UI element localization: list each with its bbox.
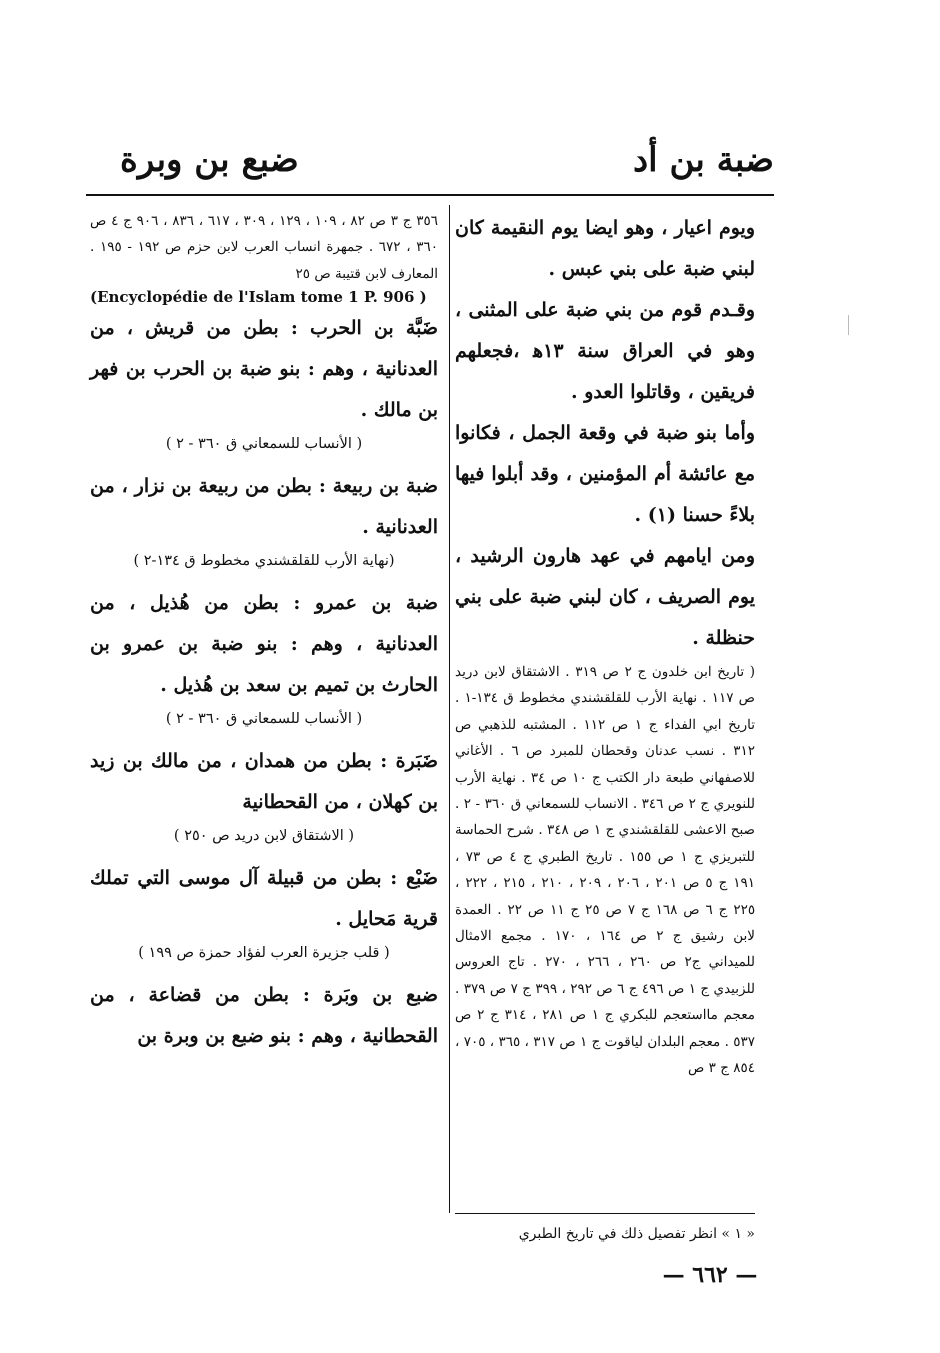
- entry-body: بطن من قريش ، من العدنانية ، وهم : بنو ضبة بن الحرب بن فهر بن مالك .: [90, 317, 438, 422]
- entry-name: ضَبْع :: [390, 867, 438, 890]
- entry: [90, 741, 438, 823]
- entry: [90, 308, 438, 431]
- entry-name: ضبة بن عمرو :: [293, 592, 438, 615]
- page-number: — ٦٦٢ —: [662, 1262, 758, 1288]
- entry-body: بطن من هُذيل ، من العدنانية ، وهم : بنو ضبة بن عمرو بن الحارث بن تميم بن سعد بن هُذيل .: [90, 592, 438, 697]
- entry: [90, 858, 438, 940]
- sources-list: ( تاريخ ابن خلدون ج ٢ ص ٣١٩ . الاشتقاق لابن دريد ص ١١٧ . نهاية الأرب للقلقشندي مخطوط ق ١٣٤-١ . تاريخ ابي الفداء ج ١ ص ١١٢ . المشتبه للذهبي ص ٣١٢ . نسب عدنان وقحطان للمبرد ص ٦ . الأغاني للاصفهاني طبعة دار الكتب ج ١٠ ص ٣٤ . نهاية الأرب للنويري ج ٢ ص ٣٤٦ . الانساب للسمعاني ق ٣٦٠ - ٢ . صبح الاعشى للقلقشندي ج ١ ص ٣٤٨ . شرح الحماسة للتبريزي ج ١ ص ١٥٥ . تاريخ الطبري ج ٤ ص ٧٣ ، ١٩١ ج ٥ ص ٢٠١ ، ٢٠٦ ، ٢٠٩ ، ٢١٠ ، ٢١٥ ، ٢٢٢ ، ٢٢٥ ج ٦ ص ١٦٨ ج ٧ ص ٢٥ ج ١١ ص ٢٢ . العمدة لابن رشيق ج ٢ ص ١٦٤ ، ١٧٠ . مجمع الامثال للميداني ج٢ ص ٢٦٠ ، ٢٦٦ ، ٢٧٠ . تاج العروس للزبيدي ج ١ ص ٤٩٦ ج ٦ ص ٢٩٢ ، ٣٩٩ ج ٧ ص ٣٧٩ . معجم مااستعجم للبكري ج ١ ص ٢٨١ ، ٣١٤ ج ٢ ص ٥٣٧ . معجم البلدان لياقوت ج ١ ص ٣١٧ ، ٣٦٥ ، ٧٠٥ ، ٨٥٤ ج ٣ ص: [455, 664, 756, 1077]
- running-header-right: ضبة بن أد: [633, 140, 774, 180]
- footnote-rule: [455, 1213, 755, 1214]
- entry-name: ضَبَّة بن الحرب :: [290, 317, 438, 340]
- footnote: « ١ » انظر تفصيل ذلك في تاريخ الطبري: [518, 1226, 755, 1242]
- entry-citation: ( الأنساب للسمعاني ق ٣٦٠ - ٢ ): [165, 436, 363, 453]
- entry: [90, 466, 438, 548]
- narrative-paragraph: ومن ايامهم في عهد هارون الرشيد ، يوم الصريف ، كان لبني ضبة على بني حنظلة .: [455, 545, 755, 649]
- entry-name: ضبع بن وبَرة :: [302, 984, 438, 1007]
- narrative-paragraph: وأما بنو ضبة في وقعة الجمل ، فكانوا مع عائشة أم المؤمنين ، وقد أبلوا فيها بلاءً حسنا (١) .: [455, 422, 755, 526]
- entry-name: ضَبَرة :: [380, 750, 438, 773]
- column-separator: [449, 205, 450, 1213]
- header-rule: [86, 194, 774, 196]
- entry-body: بطن من قبيلة آل موسى التي تملك قرية مَحايل .: [90, 867, 438, 931]
- margin-mark: [848, 315, 849, 335]
- entry-body: بطن من ربيعة بن نزار ، من العدنانية .: [90, 475, 438, 539]
- running-header-left: ضبع بن وبرة: [120, 140, 299, 180]
- entry-body: بطن من قضاعة ، من القحطانية ، وهم : بنو ضبع بن وبرة بن: [90, 984, 438, 1048]
- entry-name: ضبة بن ربيعة :: [318, 475, 438, 498]
- right-column: [455, 208, 755, 1082]
- entry: [90, 975, 438, 1057]
- entry-citation: ( قلب جزيرة العرب لفؤاد حمزة ص ١٩٩ ): [138, 945, 390, 962]
- entry: [90, 583, 438, 706]
- narrative-paragraph: وقـدم قوم من بني ضبة على المثنى ، وهو في العراق سنة ١٣ﻫ ،فجعلهم فريقين ، وقاتلوا العدو .: [455, 299, 755, 403]
- continued-references: ٣٥٦ ج ٣ ص ٨٢ ، ١٠٩ ، ١٢٩ ، ٣٠٩ ، ٦١٧ ، ٨٣٦ ، ٩٠٦ ج ٤ ص ٣٦٠ ، ٦٧٢ . جمهرة انساب العرب لابن حزم ص ١٩٢ - ١٩٥ . المعارف لابن قتيبة ص ٢٥: [90, 213, 438, 282]
- encyclopedia-reference: (Encyclopédie de l'Islam tome 1 P. 906 ): [90, 288, 427, 307]
- entry-citation: ( الأنساب للسمعاني ق ٣٦٠ - ٢ ): [165, 711, 363, 728]
- narrative-paragraph: ويوم اعيار ، وهو ايضا يوم النقيمة كان لبني ضبة على بني عبس .: [455, 217, 755, 280]
- left-column: [90, 208, 438, 1057]
- entry-body: بطن من همدان ، من مالك بن زيد بن كهلان ، من القحطانية: [90, 750, 438, 814]
- entry-citation: ( الاشتقاق لابن دريد ص ٢٥٠ ): [173, 828, 355, 845]
- entry-citation: (نهاية الأرب للقلقشندي مخطوط ق ١٣٤-٢ ): [133, 553, 395, 570]
